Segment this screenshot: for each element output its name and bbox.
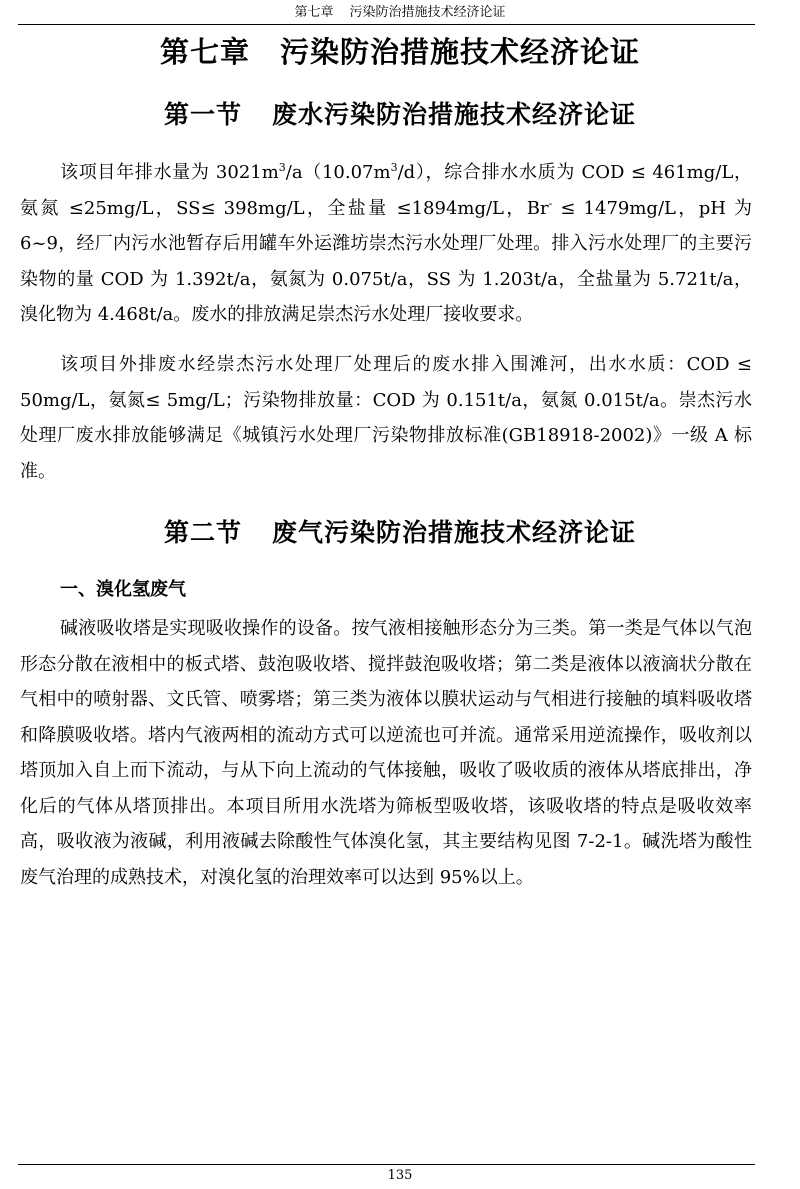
running-header-chapter: 第七章	[294, 5, 334, 20]
paragraph-wastewater-volume: 该项目年排水量为 $3021m^3/a(10.07m^3/d)$，综合排水水质为 COD ≤ 461mg/L，氨氮 ≤25mg/L，SS≤ 398mg/L，全盐量 ≤1894mg/L，Br- ≤ 1479mg/L，pH 为 6~9，经厂内污水池暂存后用罐车外运潍坊崇杰污水处理厂处理。排入污水处理厂的主要污染物的量 COD 为 1.392t/a，氨氮为 0.075t/a，SS 为 1.203t/a，全盐量为 5.721t/a，溴化物为 4.468t/a。废水的排放满足崇杰污水处理厂接收要求。	[20, 161, 752, 325]
paragraph-wastewater-discharge: 该项目外排废水经崇杰污水处理厂处理后的废水排入围滩河，出水水质：COD ≤ 50mg/L，氨氮≤ 5mg/L；污染物排放量：COD 为 0.151t/a，氨氮 0.015t/a。崇杰污水处理厂废水排放能够满足《城镇污水处理厂污染物排放标准(GB18918-2002)》一级 A 标准。	[20, 354, 752, 482]
chapter-heading	[0, 32, 800, 72]
chapter-title: 污染防治措施技术经济论证	[280, 35, 641, 69]
section-heading-exhaust-gas	[0, 516, 800, 550]
footer-rule	[18, 1164, 755, 1165]
paragraph-absorption-tower: 碱液吸收塔是实现吸收操作的设备。按气液相接触形态分为三类。第一类是气体以气泡形态分散在液相中的板式塔、鼓泡吸收塔、搅拌鼓泡吸收塔；第二类是液体以液滴状分散在气相中的喷射器、文氏管、喷雾塔；第三类为液体以膜状运动与气相进行接触的填料吸收塔和降膜吸收塔。塔内气液两相的流动方式可以逆流也可并流。通常采用逆流操作，吸收剂以塔顶加入自上而下流动，与从下向上流动的气体接触，吸收了吸收质的液体从塔底排出，净化后的气体从塔顶排出。本项目所用水洗塔为筛板型吸收塔，该吸收塔的特点是吸收效率高，吸收液为液碱，利用液碱去除酸性气体溴化氢，其主要结构见图 7-2-1。碱洗塔为酸性废气治理的成熟技术，对溴化氢的治理效率可以达到 95%以上。	[20, 618, 752, 888]
subsection-heading-hbr: 一、溴化氢废气	[60, 579, 186, 600]
section-number: 第二节	[163, 518, 242, 547]
chapter-number: 第七章	[159, 35, 250, 69]
page-number: 135	[387, 1168, 413, 1183]
section-title: 废水污染防治措施技术经济论证	[272, 100, 637, 129]
running-header	[0, 4, 800, 22]
section-number: 第一节	[163, 100, 242, 129]
section-heading-wastewater	[0, 98, 800, 132]
running-header-title: 污染防治措施技术经济论证	[349, 5, 506, 20]
header-rule	[18, 24, 755, 25]
section-title: 废气污染防治措施技术经济论证	[272, 518, 637, 547]
